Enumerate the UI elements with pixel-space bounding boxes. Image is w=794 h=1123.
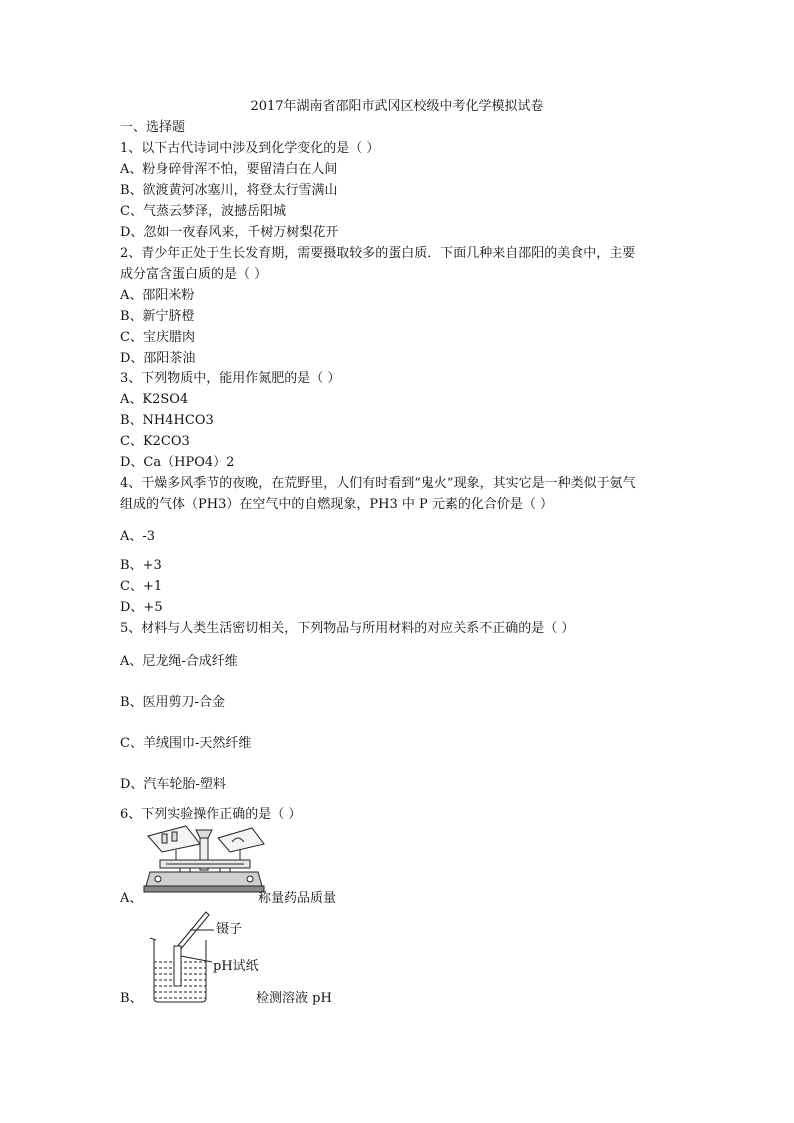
q1-option-b: B、欲渡黄河冰塞川，将登太行雪满山 <box>120 183 338 198</box>
q5-option-d: D、汽车轮胎-塑料 <box>120 777 226 792</box>
q1-option-c: C、气蒸云梦泽，波撼岳阳城 <box>120 204 286 219</box>
q1-option-d: D、忽如一夜春风来，千树万树梨花开 <box>120 225 339 240</box>
q4-option-a: A、-3 <box>120 529 156 544</box>
ph-paper-label: pH试纸 <box>213 959 259 974</box>
balance-scale-figure <box>140 822 265 912</box>
q2-option-a: A、邵阳米粉 <box>120 288 195 303</box>
q5-option-c: C、羊绒围巾-天然纤维 <box>120 736 252 751</box>
q4-option-d: D、+5 <box>120 600 163 615</box>
q3-option-c: C、K2CO3 <box>120 434 190 449</box>
q3-option-b: B、NH4HCO3 <box>120 413 214 428</box>
q6-stem: 6、下列实验操作正确的是（ ） <box>120 807 302 822</box>
q1-stem: 1、以下古代诗词中涉及到化学变化的是（ ） <box>120 141 380 156</box>
q3-option-a: A、K2SO4 <box>120 392 189 407</box>
q4-stem-line1: 4、干燥多风季节的夜晚，在荒野里，人们有时看到“鬼火”现象，其实它是一种类似于氨气 <box>120 476 636 491</box>
q6-option-a-prefix: A、 <box>120 891 143 906</box>
q4-option-b: B、+3 <box>120 558 162 573</box>
q2-option-c: C、宝庆腊肉 <box>120 330 195 345</box>
q2-stem-line2: 成分富含蛋白质的是（ ） <box>120 267 268 282</box>
q2-option-d: D、邵阳茶油 <box>120 351 196 366</box>
q5-stem: 5、材料与人类生活密切相关，下列物品与所用材料的对应关系不正确的是（ ） <box>120 621 575 636</box>
q6-option-b-prefix: B、 <box>120 991 143 1006</box>
q2-stem-line1: 2、青少年正处于生长发育期，需要摄取较多的蛋白质．下面几种来自邵阳的美食中，主要 <box>120 246 636 261</box>
q6-option-b-caption: 检测溶液 pH <box>256 991 332 1006</box>
q5-option-a: A、尼龙绳-合成纤维 <box>120 654 238 669</box>
q3-option-d: D、Ca（HPO4）2 <box>120 455 235 470</box>
q3-stem: 3、下列物质中，能用作氮肥的是（ ） <box>120 371 341 386</box>
q4-option-c: C、+1 <box>120 579 163 594</box>
q5-option-b: B、医用剪刀-合金 <box>120 695 225 710</box>
q6-option-a-caption: 称量药品质量 <box>258 891 337 906</box>
section-heading: 一、选择题 <box>120 120 186 135</box>
exam-title: 2017年湖南省邵阳市武冈区校级中考化学模拟试卷 <box>250 99 544 114</box>
q4-stem-line2: 组成的气体（PH3）在空气中的自燃现象，PH3 中 P 元素的化合价是（ ） <box>120 497 553 512</box>
tweezers-label: 镊子 <box>216 922 243 937</box>
q1-option-a: A、粉身碎骨浑不怕，要留清白在人间 <box>120 162 338 177</box>
q2-option-b: B、新宁脐橙 <box>120 309 195 324</box>
